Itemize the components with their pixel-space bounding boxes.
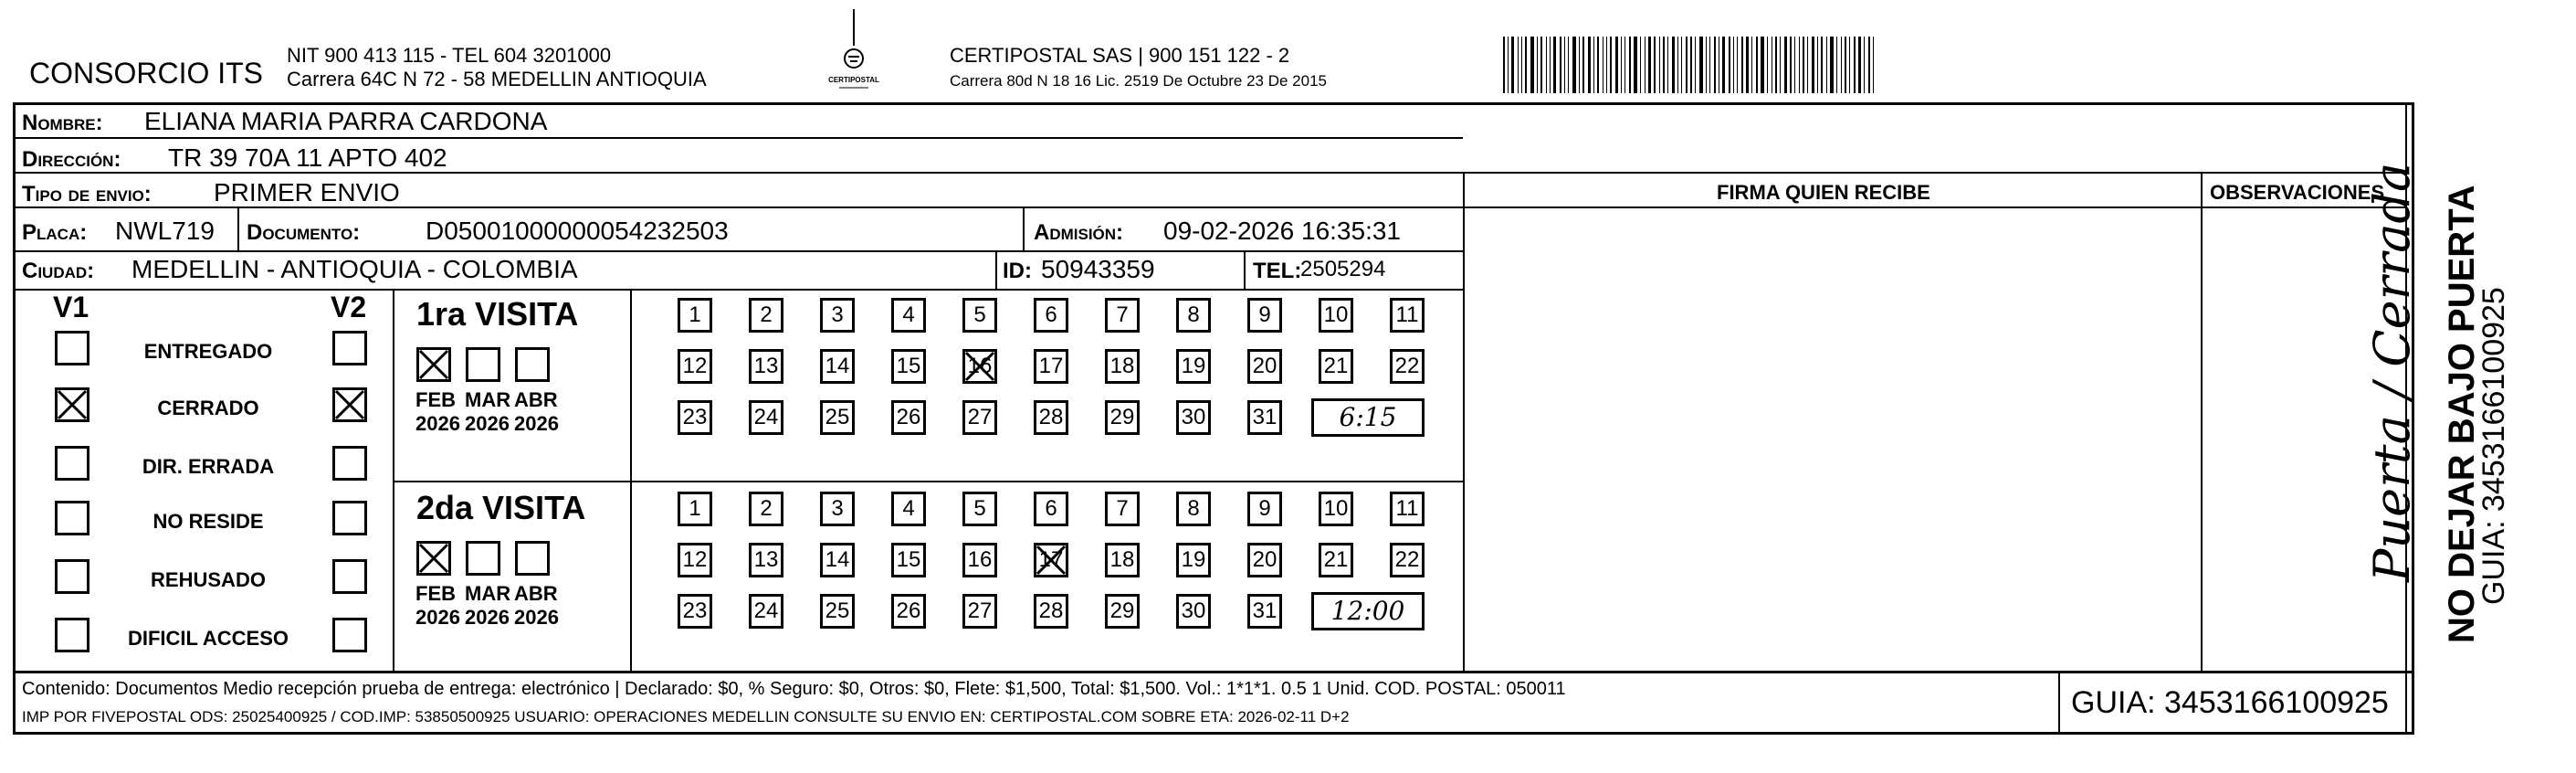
- visit-day-box[interactable]: 15: [891, 349, 926, 384]
- visit-day-box[interactable]: 3: [820, 298, 855, 333]
- shipment-type: PRIMER ENVIO: [214, 178, 400, 206]
- recipient-city: MEDELLIN - ANTIOQUIA - COLOMBIA: [131, 255, 578, 283]
- visit-day-box[interactable]: 6: [1034, 298, 1068, 333]
- visit-day-box[interactable]: 24: [749, 594, 783, 629]
- status-label: DIFICIL ACCESO: [127, 627, 289, 650]
- status-v2-checkbox[interactable]: [332, 331, 367, 365]
- footer-print-line: IMP POR FIVEPOSTAL ODS: 25025400925 / COD.IMP: 53850500925 USUARIO: OPERACIONES MEDELLIN CONSULTE SU ENVIO EN: CERTIPOSTAL.COM SOBRE ETA: 2026-02-11 D+2: [22, 708, 1350, 725]
- visit-day-box[interactable]: 12: [678, 349, 712, 384]
- visit-day-box[interactable]: 22: [1390, 349, 1425, 384]
- visit-month-label: FEB: [415, 582, 456, 605]
- status-v1-checkbox[interactable]: [55, 331, 89, 365]
- visit-day-box[interactable]: 4: [891, 492, 926, 526]
- v2-header: V2: [331, 291, 367, 323]
- visit-day-box[interactable]: 23: [678, 400, 712, 435]
- visit-day-box[interactable]: 18: [1105, 543, 1140, 577]
- visit-day-box[interactable]: 7: [1105, 298, 1140, 333]
- visit-day-box[interactable]: 12: [678, 543, 712, 577]
- barcode: [1503, 37, 1877, 93]
- visit-month-label: MAR: [465, 582, 511, 605]
- visit-day-box[interactable]: 14: [820, 543, 855, 577]
- visit-year-label: 2026: [465, 606, 510, 629]
- footer-guia-number: GUIA: 3453166100925: [2071, 685, 2389, 720]
- signature-column-header: FIRMA QUIEN RECIBE: [1717, 181, 1930, 204]
- visit-day-box[interactable]: 2: [749, 492, 783, 526]
- company-nit-line: NIT 900 413 115 - TEL 604 3201000: [287, 44, 612, 67]
- visit-day-box[interactable]: 5: [962, 492, 997, 526]
- vehicle-plate: NWL719: [115, 217, 215, 245]
- visit-day-box[interactable]: 18: [1105, 349, 1140, 384]
- visit-month-checkbox[interactable]: [515, 541, 550, 576]
- visit-day-box[interactable]: 4: [891, 298, 926, 333]
- handwritten-x-mark: [332, 387, 367, 422]
- status-v2-checkbox[interactable]: [332, 618, 367, 652]
- handwritten-visit-time: 12:00: [1311, 592, 1425, 630]
- visit-year-label: 2026: [415, 606, 460, 629]
- visit-month-label: ABR: [514, 388, 558, 411]
- visit-month-checkbox[interactable]: [515, 347, 550, 382]
- visit-month-label: FEB: [415, 388, 456, 411]
- handwritten-x-mark: [416, 347, 451, 382]
- visit-day-box[interactable]: 27: [962, 400, 997, 435]
- visit-day-box[interactable]: 11: [1390, 492, 1425, 526]
- visit-day-box[interactable]: 10: [1319, 298, 1353, 333]
- visit-day-box[interactable]: 24: [749, 400, 783, 435]
- recipient-address: TR 39 70A 11 APTO 402: [168, 143, 447, 172]
- handwritten-observation: Puerta / Cerrada: [2363, 162, 2421, 582]
- visit-day-box[interactable]: 29: [1105, 400, 1140, 435]
- visit-year-label: 2026: [465, 412, 510, 435]
- visit-day-box[interactable]: 22: [1390, 543, 1425, 577]
- tel-label: TEL:: [1253, 259, 1302, 283]
- visit-year-label: 2026: [415, 412, 460, 435]
- status-label: NO RESIDE: [152, 510, 264, 533]
- visit-year-label: 2026: [514, 412, 559, 435]
- recipient-name: ELIANA MARIA PARRA CARDONA: [144, 107, 548, 135]
- status-label: DIR. ERRADA: [142, 455, 275, 478]
- visit2-title: 2da VISITA: [416, 489, 586, 526]
- visit-day-box[interactable]: 8: [1176, 298, 1211, 333]
- status-v1-checkbox[interactable]: [55, 501, 89, 535]
- visit-day-box[interactable]: 14: [820, 349, 855, 384]
- visit-day-box[interactable]: 11: [1390, 298, 1425, 333]
- handwritten-x-mark: [416, 541, 451, 576]
- visit-day-box[interactable]: 1: [678, 492, 712, 526]
- no-dejar-bajo-puerta-warning: NO DEJAR BAJO PUERTA: [2442, 185, 2482, 643]
- visit-day-box[interactable]: 21: [1319, 543, 1353, 577]
- certipostal-logo: [826, 9, 881, 91]
- company-address-line: Carrera 64C N 72 - 58 MEDELLIN ANTIOQUIA: [287, 68, 707, 90]
- visit-day-box[interactable]: 30: [1176, 594, 1211, 629]
- admision-label: Admisión:: [1034, 220, 1124, 245]
- direccion-label: Dirección:: [22, 147, 121, 172]
- visit1-title: 1ra VISITA: [416, 295, 579, 333]
- visit-day-box[interactable]: 5: [962, 298, 997, 333]
- visit-day-box[interactable]: 20: [1247, 349, 1282, 384]
- visit-year-label: 2026: [514, 606, 559, 629]
- visit-day-box[interactable]: 9: [1247, 492, 1282, 526]
- visit-month-label: MAR: [465, 388, 511, 411]
- visit-day-box[interactable]: 13: [749, 349, 783, 384]
- visit-day-box[interactable]: 17: [1034, 349, 1068, 384]
- status-v1-checkbox[interactable]: [55, 559, 89, 594]
- ciudad-label: Ciudad:: [22, 259, 95, 283]
- status-v1-checkbox[interactable]: [55, 446, 89, 481]
- side-guia-number: GUIA: 3453166100925: [2476, 287, 2511, 605]
- documento-label: Documento:: [247, 220, 361, 245]
- status-v2-checkbox[interactable]: [332, 446, 367, 481]
- nombre-label: Nombre:: [22, 111, 103, 135]
- visit-day-box[interactable]: 25: [820, 594, 855, 629]
- handwritten-visit-time: 6:15: [1311, 398, 1425, 437]
- visit-day-box[interactable]: 19: [1176, 349, 1211, 384]
- visit-day-box[interactable]: 27: [962, 594, 997, 629]
- v1-header: V1: [53, 291, 89, 323]
- visit-day-box[interactable]: 29: [1105, 594, 1140, 629]
- visit-month-checkbox[interactable]: [466, 347, 500, 382]
- visit-day-box[interactable]: 31: [1247, 594, 1282, 629]
- document-number: D05001000000054232503: [426, 217, 729, 245]
- visit-day-box[interactable]: 26: [891, 594, 926, 629]
- observations-column-header: OBSERVACIONES: [2210, 181, 2385, 204]
- visit-day-box[interactable]: 7: [1105, 492, 1140, 526]
- visit-day-box[interactable]: 28: [1034, 400, 1068, 435]
- status-label: ENTREGADO: [143, 340, 273, 363]
- admission-datetime: 09-02-2026 16:35:31: [1163, 217, 1401, 245]
- status-v2-checkbox[interactable]: [332, 501, 367, 535]
- visit-day-box[interactable]: 23: [678, 594, 712, 629]
- handwritten-x-mark: [55, 387, 89, 422]
- company-name: CONSORCIO ITS: [29, 57, 264, 90]
- visit-day-box[interactable]: 15: [891, 543, 926, 577]
- handwritten-x-mark: [962, 349, 997, 384]
- placa-label: Placa:: [22, 220, 88, 245]
- visit-day-box[interactable]: 16: [962, 543, 997, 577]
- tipo-envio-label: Tipo de envio:: [22, 182, 152, 206]
- visit-day-box[interactable]: 8: [1176, 492, 1211, 526]
- logo-text: CERTIPOSTAL: [828, 76, 879, 84]
- visit-day-box[interactable]: 16: [962, 349, 997, 384]
- visit-day-box[interactable]: 30: [1176, 400, 1211, 435]
- handwritten-x-mark: [1034, 543, 1068, 577]
- carrier-name-line: CERTIPOSTAL SAS | 900 151 122 - 2: [950, 44, 1290, 67]
- visit-day-box[interactable]: 1: [678, 298, 712, 333]
- visit-day-box[interactable]: 13: [749, 543, 783, 577]
- status-label: REHUSADO: [151, 568, 266, 591]
- visit-day-box[interactable]: 17: [1034, 543, 1068, 577]
- visit-day-box[interactable]: 2: [749, 298, 783, 333]
- recipient-phone: 2505294: [1300, 257, 1386, 281]
- visit-day-box[interactable]: 25: [820, 400, 855, 435]
- visit-day-box[interactable]: 3: [820, 492, 855, 526]
- visit-day-box[interactable]: 31: [1247, 400, 1282, 435]
- visit-day-box[interactable]: 9: [1247, 298, 1282, 333]
- visit-day-box[interactable]: 19: [1176, 543, 1211, 577]
- visit-day-box[interactable]: 20: [1247, 543, 1282, 577]
- footer-content-line: Contenido: Documentos Medio recepción prueba de entrega: electrónico | Declarado: $0, % Seguro: $0, Otros: $0, Flete: $1,500, Total: $1,500. Vol.: 1*1*1. 0.5 1 Unid. COD. POSTAL: 050011: [22, 679, 1566, 699]
- visit-day-box[interactable]: 28: [1034, 594, 1068, 629]
- visit-day-box[interactable]: 21: [1319, 349, 1353, 384]
- visit-month-label: ABR: [514, 582, 558, 605]
- visit-day-box[interactable]: 26: [891, 400, 926, 435]
- visit-day-box[interactable]: 10: [1319, 492, 1353, 526]
- id-label: ID:: [1003, 259, 1032, 283]
- visit-day-box[interactable]: 6: [1034, 492, 1068, 526]
- carrier-license-line: Carrera 80d N 18 16 Lic. 2519 De Octubre 23 De 2015: [950, 72, 1327, 90]
- status-label: CERRADO: [157, 397, 259, 419]
- status-v1-checkbox[interactable]: [55, 618, 89, 652]
- status-v2-checkbox[interactable]: [332, 559, 367, 594]
- recipient-id: 50943359: [1041, 255, 1155, 283]
- visit-month-checkbox[interactable]: [466, 541, 500, 576]
